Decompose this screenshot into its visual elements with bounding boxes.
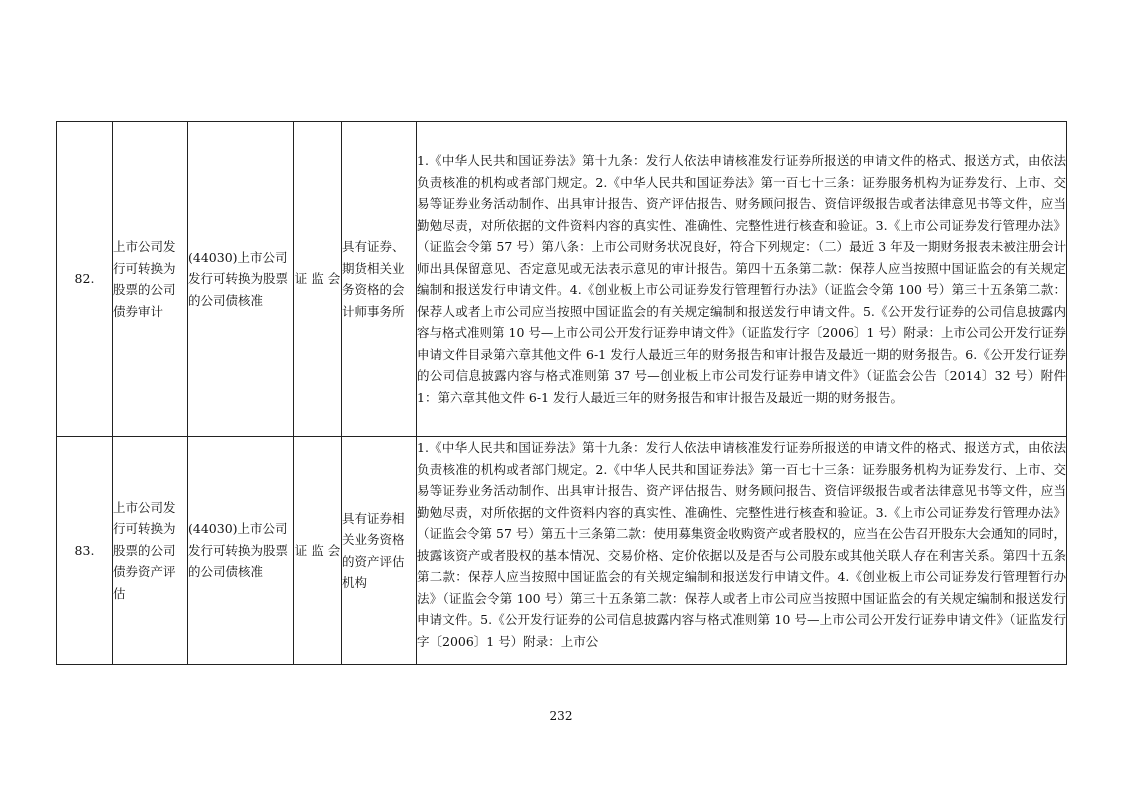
- service-item: 上市公司发行可转换为股票的公司债券审计: [113, 122, 188, 437]
- provider-condition: 具有证券相关业务资格的资产评估机构: [342, 437, 417, 665]
- department: 证 监 会: [294, 437, 342, 665]
- approval-item: (44030)上市公司发行可转换为股票的公司债核准: [188, 122, 294, 437]
- legal-basis: 1.《中华人民共和国证券法》第十九条：发行人依法申请核准发行证券所报送的申请文件的格式、报送方式，由依法负责核准的机构或者部门规定。2.《中华人民共和国证券法》第一百七十三条：证券服务机构为证券发行、上市、交易等证券业务活动制作、出具审计报告、资产评估报告、财务顾问报告、资信评级报告或者法律意见书等文件，应当勤勉尽责，对所依据的文件资料内容的真实性、准确性、完整性进行核查和验证。3.《上市公司证券发行管理办法》（证监会令第 57 号）第五十三条第二款：使用募集资金收购资产或者股权的，应当在公告召开股东大会通知的同时，披露该资产或者股权的基本情况、交易价格、定价依据以及是否与公司股东或其他关联人存在利害关系。第四十五条第二款：保荐人应当按照中国证监会的有关规定编制和报送发行申请文件。4.《创业板上市公司证券发行管理暂行办法》（证监会令第 100 号）第三十五条第二款：保荐人或者上市公司应当按照中国证监会的有关规定编制和报送发行申请文件。5.《公开发行证券的公司信息披露内容与格式准则第 10 号—上市公司公开发行证券申请文件》（证监发行字〔2006〕1 号）附录：上市公: [417, 437, 1067, 665]
- table-row: [57, 122, 1067, 437]
- provider-condition: 具有证券、期货相关业务资格的会计师事务所: [342, 122, 417, 437]
- legal-basis: 1.《中华人民共和国证券法》第十九条：发行人依法申请核准发行证券所报送的申请文件的格式、报送方式，由依法负责核准的机构或者部门规定。2.《中华人民共和国证券法》第一百七十三条：证券服务机构为证券发行、上市、交易等证券业务活动制作、出具审计报告、资产评估报告、财务顾问报告、资信评级报告或者法律意见书等文件，应当勤勉尽责，对所依据的文件资料内容的真实性、准确性、完整性进行核查和验证。3.《上市公司证券发行管理办法》（证监会令第 57 号）第八条：上市公司财务状况良好，符合下列规定：（二）最近 3 年及一期财务报表未被注册会计师出具保留意见、否定意见或无法表示意见的审计报告。第四十五条第二款：保荐人应当按照中国证监会的有关规定编制和报送发行申请文件。4.《创业板上市公司证券发行管理暂行办法》（证监会令第 100 号）第三十五条第二款：保荐人或者上市公司应当按照中国证监会的有关规定编制和报送发行申请文件。5.《公开发行证券的公司信息披露内容与格式准则第 10 号—上市公司公开发行证券申请文件》（证监发行字〔2006〕1 号）附录：上市公司公开发行证券申请文件目录第六章其他文件 6-1 发行人最近三年的财务报告和审计报告及最近一期的财务报告。6.《公开发行证券的公司信息披露内容与格式准则第 37 号—创业板上市公司发行证券申请文件》（证监会公告〔2014〕32 号）附件 1：第六章其他文件 6-1 发行人最近三年的财务报告和审计报告及最近一期的财务报告。: [417, 122, 1067, 437]
- row-number: 83.: [57, 437, 113, 665]
- page-number: 232: [549, 709, 573, 723]
- services-table: [56, 121, 1067, 665]
- table-row: [57, 437, 1067, 665]
- department: 证 监 会: [294, 122, 342, 437]
- approval-item: (44030)上市公司发行可转换为股票的公司债核准: [188, 437, 294, 665]
- service-item: 上市公司发行可转换为股票的公司债券资产评估: [113, 437, 188, 665]
- row-number: 82.: [57, 122, 113, 437]
